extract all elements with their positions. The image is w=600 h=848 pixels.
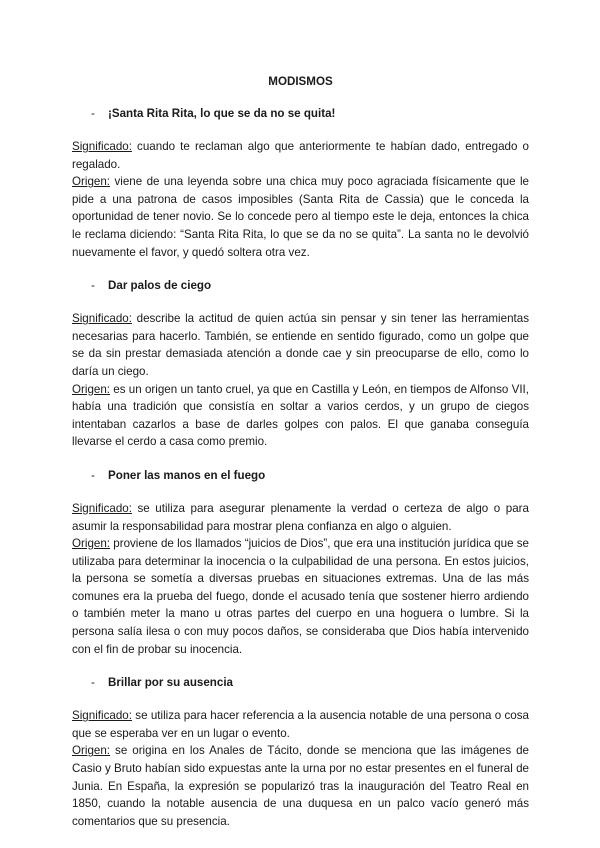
section-heading-text: Brillar por su ausencia [108,676,234,690]
significado-paragraph [72,310,529,380]
significado-text: se utiliza para hacer referencia a la ausencia notable de una persona o cosa que se esperaba ver en un lugar o evento. [72,709,529,740]
origen-paragraph [72,535,529,658]
origen-text: se origina en los Anales de Tácito, donde se menciona que las imágenes de Casio y Bruto habían sido expuestas ante la urna por no estar presentes en el funeral de Junia. En España, la expresión se popularizó tras la inauguración del Teatro Real en 1850, cuando la notable ausencia de una duquesa en un palco vacío generó más comentarios que su presencia. [72,744,529,828]
origen-paragraph [72,381,529,451]
origen-paragraph [72,742,529,830]
document-page [72,74,529,830]
significado-paragraph [72,138,529,173]
section-heading-text: ¡Santa Rita Rita, lo que se da no se quita! [108,107,336,120]
section-heading [72,106,529,122]
section-heading [72,468,529,484]
bullet-dash: - [91,107,95,120]
bullet-dash: - [91,279,95,293]
spacer [72,658,529,675]
bullet-dash: - [91,676,95,690]
significado-label: Significado: [72,709,132,723]
significado-label: Significado: [72,501,132,515]
spacer [72,261,529,278]
significado-label: Significado: [72,140,132,153]
significado-text: describe la actitud de quien actúa sin pensar y sin tener las herramientas necesarias para hacerlo. También, se entiende en sentido figurado, como un golpe que se da sin prestar demasiada atención a donde cae y sin preocuparse de ello, como lo daría un ciego. [72,312,529,378]
section-heading-text: Dar palos de ciego [108,279,212,293]
significado-paragraph [72,707,529,742]
significado-label: Significado: [72,312,132,326]
significado-text: cuando te reclaman algo que anteriormente te habían dado, entregado o regalado. [72,140,529,171]
significado-paragraph [72,500,529,535]
origen-label: Origen: [72,175,111,189]
origen-label: Origen: [72,537,111,551]
origen-label: Origen: [72,744,111,758]
section-heading-text: Poner las manos en el fuego [108,468,266,482]
page-title: MODISMOS [268,75,333,88]
spacer [72,451,529,468]
section-heading [72,278,529,294]
section-heading [72,675,529,691]
bullet-dash: - [91,468,95,482]
origen-text: es un origen un tanto cruel, ya que en Castilla y León, en tiempos de Alfonso VII, había una tradición que consistía en soltar a varios cerdos, y un grupo de ciegos intentaban cazarlos a base de darles golpes con palos. El que ganaba conseguía llevarse el cerdo a casa como premio. [72,382,529,449]
significado-text: se utiliza para asegurar plenamente la verdad o certeza de algo o para asumir la responsabilidad para mostrar plena confianza en algo o alguien. [72,501,529,533]
origen-text: viene de una leyenda sobre una chica muy poco agraciada físicamente que le pide a una patrona de casos imposibles (Santa Rita de Cassia) que le conceda la oportunidad de tener novio. Se lo concede pero al tiempo este le deja, entonces la chica le reclama diciendo: “Santa Rita Rita, lo que se da no se quita”. La santa no le devolvió nuevamente el favor, y quedó soltera otra vez. [72,175,529,259]
origen-paragraph [72,173,529,261]
origen-text: proviene de los llamados “juicios de Dios”, que era una institución jurídica que se utilizaba para determinar la inocencia o la culpabilidad de una persona. En estos juicios, la persona se sometía a diversas pruebas en situaciones extremas. Una de las más comunes era la prueba del fuego, donde el acusado tenía que sostener hierro ardiendo o también meter la mano u otras partes del cuerpo en una hoguera o lumbre. Si la persona salía ilesa o con muy pocos daños, se consideraba que Dios había intervenido con el fin de probar su inocencia. [72,537,529,656]
origen-label: Origen: [72,382,111,396]
